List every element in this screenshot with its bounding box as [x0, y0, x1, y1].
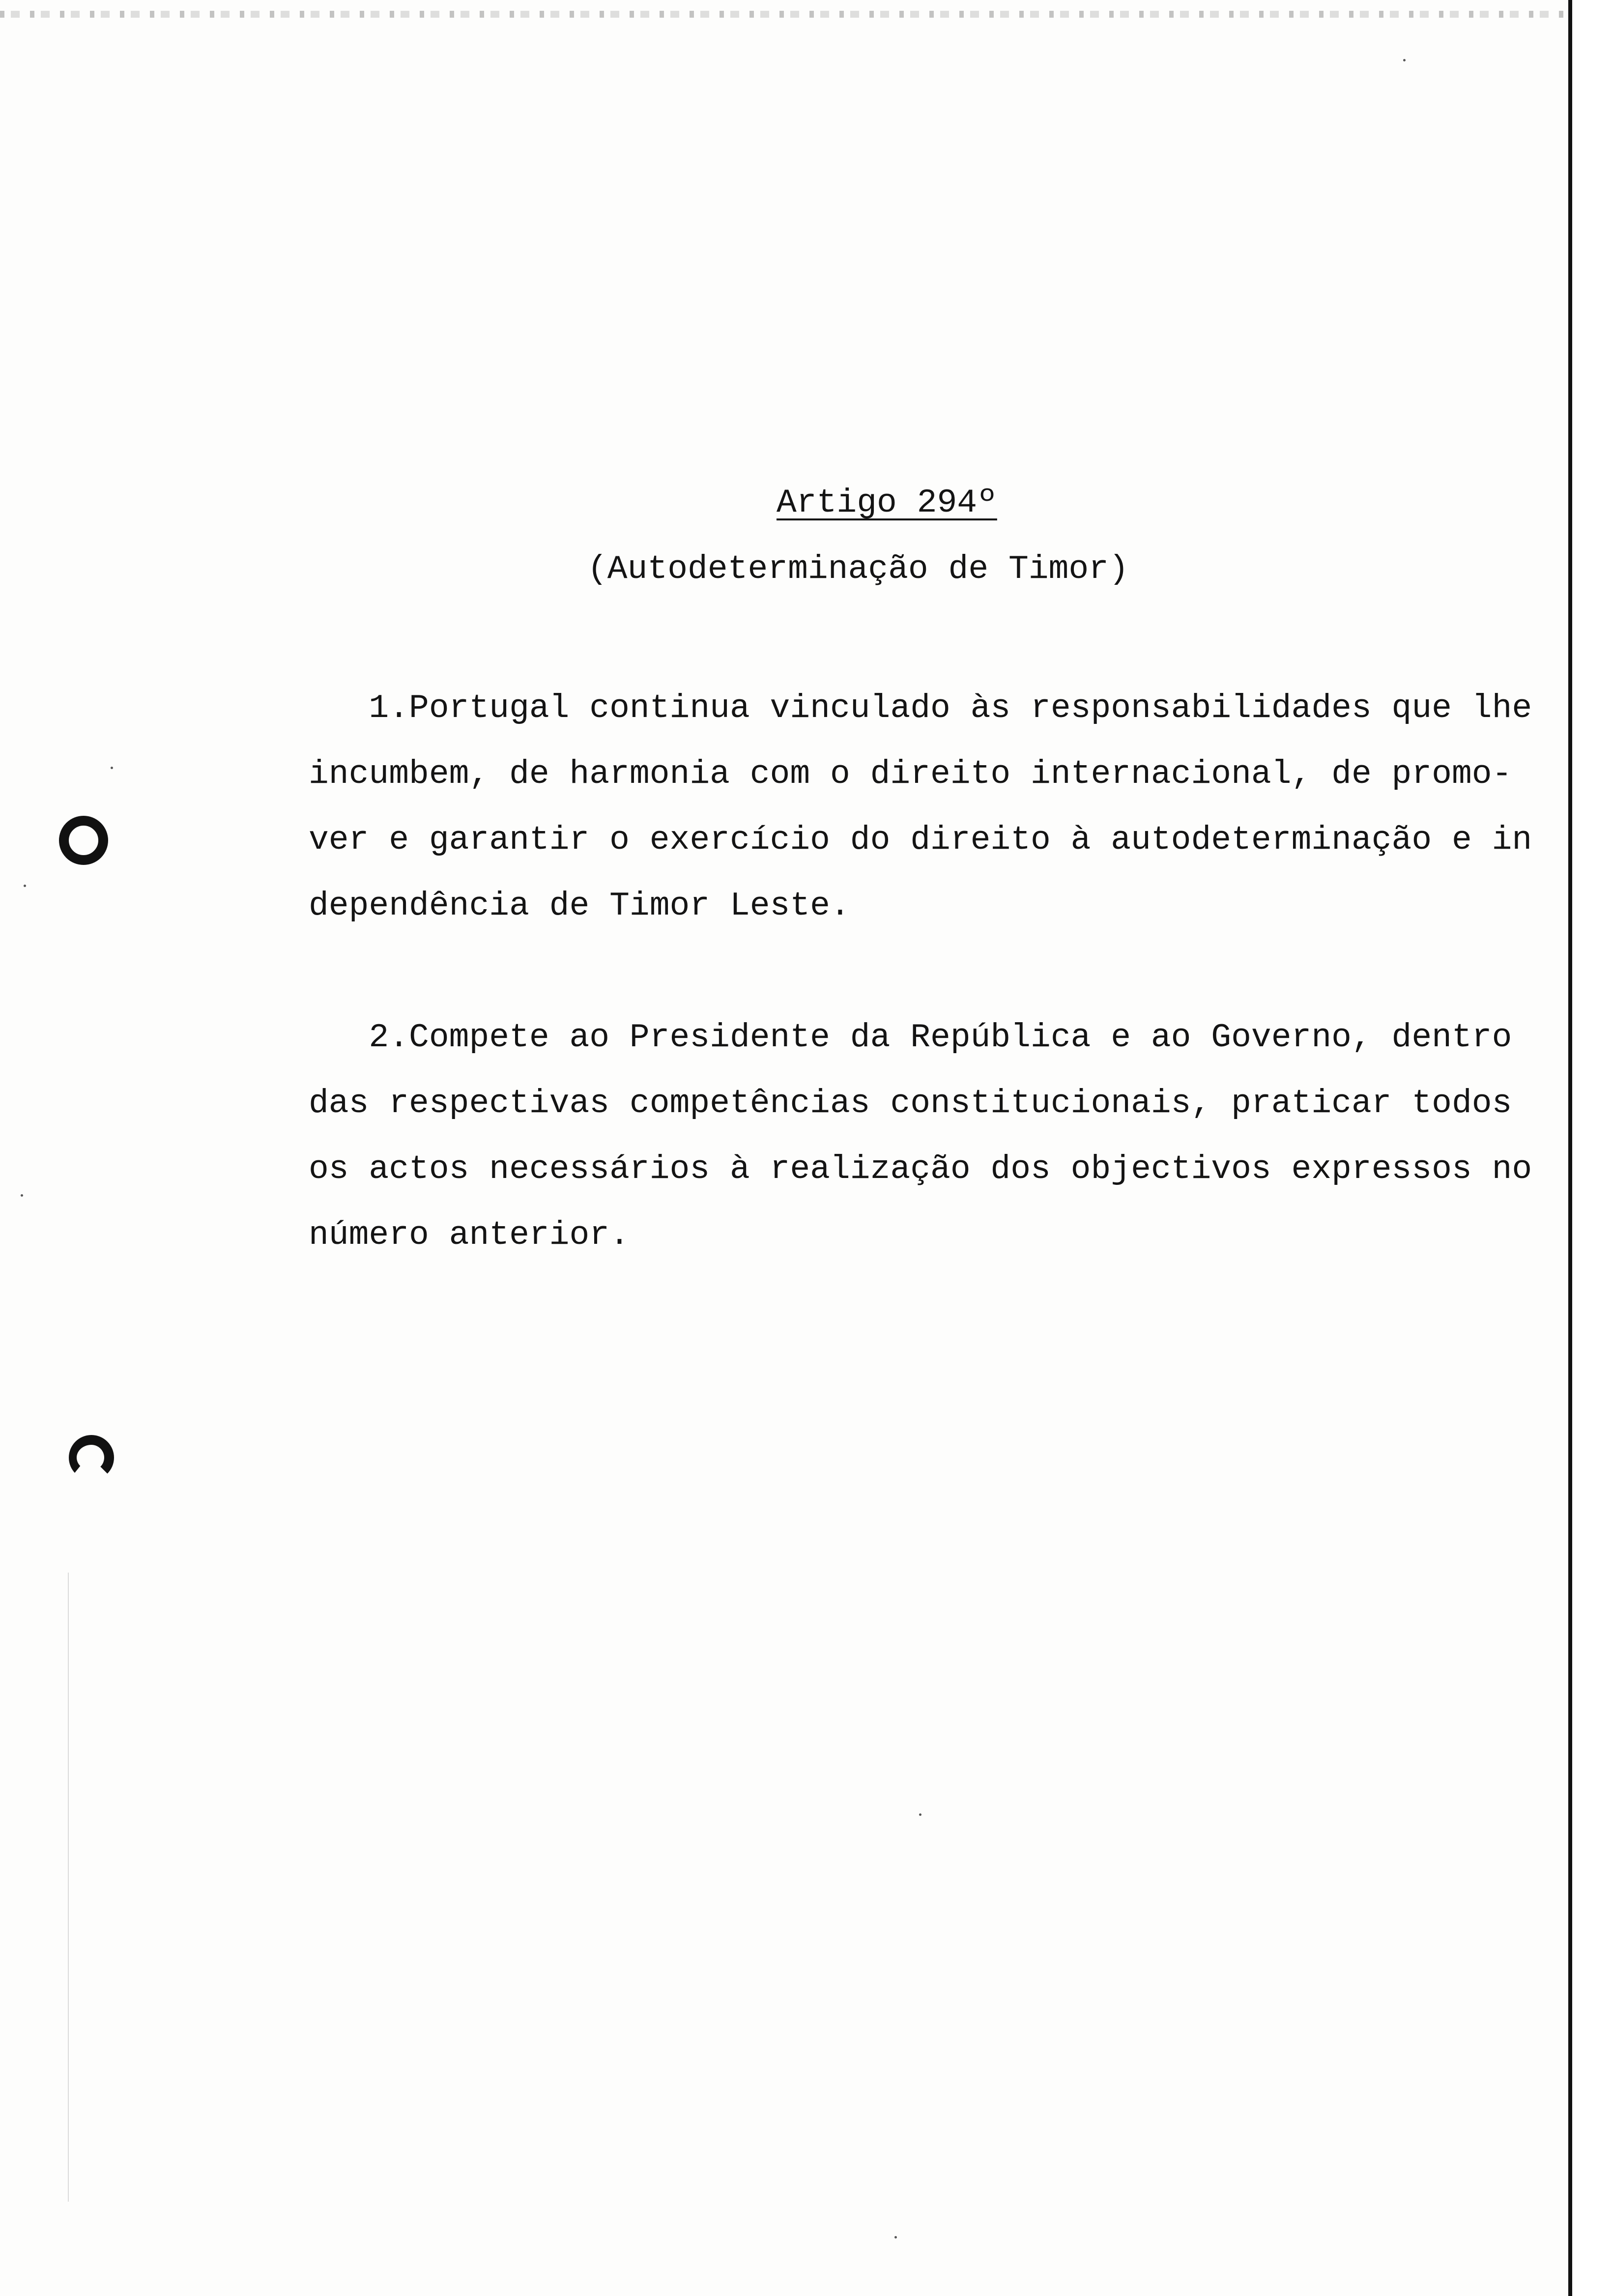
- scan-speck: [919, 1813, 921, 1816]
- paragraph-line: das respectivas competências constitucionais, praticar todos: [309, 1085, 1512, 1122]
- paragraph-line: os actos necessários à realização dos objectivos expressos no: [309, 1150, 1532, 1188]
- scan-speck: [111, 767, 113, 769]
- article-title: Artigo 294º: [777, 484, 997, 522]
- paragraph-1: [309, 676, 1532, 939]
- scan-top-edge: [0, 11, 1568, 18]
- scan-right-margin: [1572, 0, 1612, 2296]
- scan-speck: [1403, 59, 1406, 61]
- paragraph-line: incumbem, de harmonia com o direito internacional, de promo-: [309, 755, 1512, 793]
- paragraph-line: dependência de Timor Leste.: [309, 887, 850, 925]
- scan-speck: [894, 2236, 897, 2239]
- paragraph-line: ver e garantir o exercício do direito à autodeterminação e in: [309, 821, 1532, 859]
- paragraph-2: [309, 1005, 1532, 1268]
- scan-right-edge: [1568, 0, 1572, 2296]
- paragraph-line: número anterior.: [309, 1216, 630, 1254]
- punch-hole-bottom: [69, 1435, 114, 1480]
- scan-left-line: [68, 1573, 69, 2202]
- paragraph-line: 2.Compete ao Presidente da República e ao Governo, dentro: [309, 1019, 1512, 1057]
- punch-hole-top: [59, 816, 108, 865]
- paragraph-line: 1.Portugal continua vinculado às responsabilidades que lhe: [309, 689, 1532, 727]
- article-subtitle: (Autodeterminação de Timor): [587, 550, 1129, 588]
- scan-speck: [21, 1194, 23, 1197]
- scan-speck: [24, 885, 26, 887]
